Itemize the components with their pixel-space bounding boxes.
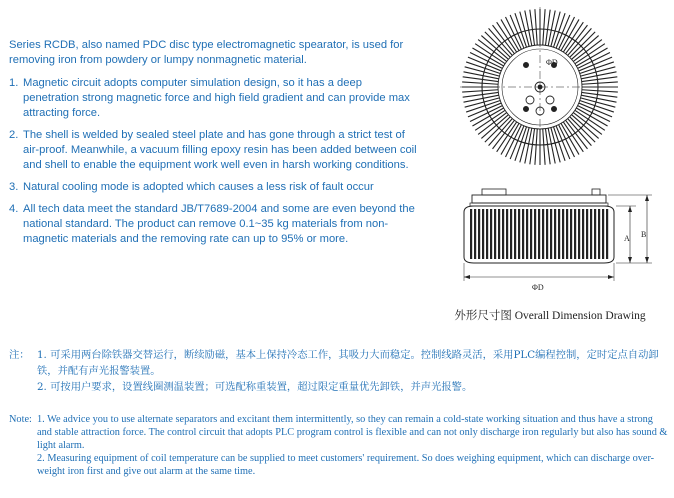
fin	[582, 82, 618, 84]
caption-cn: 外形尺寸图	[454, 310, 512, 322]
fin	[582, 209, 584, 259]
diameter-label-top: ΦD	[546, 58, 558, 67]
fin	[570, 32, 595, 57]
notes-cn-lead: 注：	[9, 349, 30, 361]
note-text: We advice you to use alternate separators and excitant them intermittently, so they can remain a cold-state working situation and thus have a strong and stable attraction force. The control circuit that adopts PLC program control is flexible and can not only discharge iron regularly but also has sound & light alarm.	[37, 414, 668, 451]
feature-number: 3.	[9, 181, 19, 193]
fin	[510, 209, 512, 259]
list-item	[9, 413, 669, 452]
fin	[538, 209, 540, 259]
fin	[497, 122, 517, 152]
list-item	[9, 452, 669, 478]
fin	[535, 129, 537, 165]
fin	[462, 90, 498, 92]
fin	[575, 44, 605, 64]
feature-text: Natural cooling mode is adopted which causes a less risk of fault occur	[23, 181, 374, 193]
fin	[475, 110, 505, 130]
feature-text: The shell is welded by sealed steel plate and has gone through a strict test of air-proof. Meanwhile, a vacuum filling epoxy resin has been added between coil and shell to enable the equipment work well even in harsh working conditions.	[23, 129, 417, 171]
fin	[590, 209, 592, 259]
note-number: 1.	[37, 349, 47, 361]
fin	[485, 32, 510, 57]
fin	[462, 82, 498, 84]
note-number: 1.	[37, 414, 45, 425]
list-item	[9, 347, 669, 379]
lifting-point	[524, 107, 529, 112]
fin	[478, 209, 480, 259]
fin	[514, 209, 516, 259]
fin	[498, 209, 500, 259]
fin	[554, 209, 556, 259]
fin	[482, 209, 484, 259]
fin	[474, 209, 476, 259]
fin	[475, 44, 505, 64]
fin	[543, 9, 545, 45]
list-item	[9, 76, 419, 121]
fin	[578, 209, 580, 259]
fin	[546, 209, 548, 259]
fin	[575, 110, 605, 130]
fin	[486, 209, 488, 259]
feature-list	[9, 76, 419, 254]
fin	[562, 209, 564, 259]
fin	[598, 209, 600, 259]
note-number: 2.	[37, 381, 47, 393]
list-item	[9, 379, 669, 395]
fin	[535, 9, 537, 45]
top-plate	[472, 195, 606, 203]
fin	[563, 122, 583, 152]
list-item	[9, 180, 419, 195]
fin	[497, 22, 517, 52]
fin	[563, 22, 583, 52]
note-text: 可采用两台除铁器交替运行，断续励磁，基本上保持冷态工作，其吸力大而稳定。控制线路灵活，采用PLC编程控制，定时定点自动卸铁，并配有声光报警装置。	[37, 349, 659, 377]
fin	[550, 209, 552, 259]
height-label-a: A	[624, 234, 630, 243]
side-fins	[470, 209, 608, 259]
fin	[518, 209, 520, 259]
feature-number: 4.	[9, 203, 19, 215]
fin	[502, 209, 504, 259]
dimension-drawing	[440, 5, 670, 325]
fin	[494, 209, 496, 259]
fin	[470, 209, 472, 259]
note-number: 2.	[37, 453, 45, 464]
note-text: Measuring equipment of coil temperature can be supplied to meet customers' requirement. So does weighing equipment, which can discharge over-weight iron first and give out alarm at the same time.	[37, 453, 655, 477]
feature-text: Magnetic circuit adopts computer simulation design, so it has a deep penetration strong magnetic force and high field gradient and can provide max attracting force.	[23, 77, 410, 119]
fin	[602, 209, 604, 259]
fin	[574, 209, 576, 259]
fin	[543, 129, 545, 165]
list-item	[9, 202, 419, 247]
fin	[606, 209, 608, 259]
feature-number: 2.	[9, 129, 19, 141]
notes-en-lead: Note:	[9, 414, 32, 425]
fin	[566, 209, 568, 259]
notes-english	[9, 413, 669, 478]
list-item	[9, 128, 419, 173]
note-text: 可按用户要求，设置线圈测温装置；可选配称重装置，超过限定重量优先卸铁，并声光报警。	[50, 381, 473, 393]
fin	[522, 209, 524, 259]
fin	[594, 209, 596, 259]
fin	[530, 209, 532, 259]
feature-text: All tech data meet the standard JB/T7689-2004 and some are even beyond the national standard. The product can remove 0.1~35 kg materials from non-magnetic materials and the removing rate can up to 95% or more.	[23, 203, 415, 245]
terminal-box	[482, 189, 506, 195]
lifting-point	[552, 107, 557, 112]
fin	[485, 117, 510, 142]
diameter-label-bottom: ΦD	[532, 283, 544, 292]
bolt-hole	[546, 96, 554, 104]
drawing-caption	[440, 307, 660, 323]
fin	[542, 209, 544, 259]
fin	[586, 209, 588, 259]
fin	[534, 209, 536, 259]
top-view	[460, 7, 620, 167]
center-hole	[538, 85, 542, 89]
fin	[570, 209, 572, 259]
caption-en: Overall Dimension Drawing	[514, 310, 646, 322]
height-label-b: B	[641, 230, 647, 239]
fin	[506, 209, 508, 259]
intro-paragraph: Series RCDB, also named PDC disc type electromagnetic spearator, is used for removing iron from powdery or lumpy nonmagnetic material.	[9, 39, 404, 66]
notes-chinese	[9, 347, 669, 395]
fin	[526, 209, 528, 259]
fin	[490, 209, 492, 259]
fin	[570, 117, 595, 142]
lifting-point	[524, 63, 529, 68]
feature-number: 1.	[9, 77, 19, 89]
lifting-lug	[592, 189, 600, 195]
fin	[558, 209, 560, 259]
bolt-hole	[526, 96, 534, 104]
fin	[582, 90, 618, 92]
